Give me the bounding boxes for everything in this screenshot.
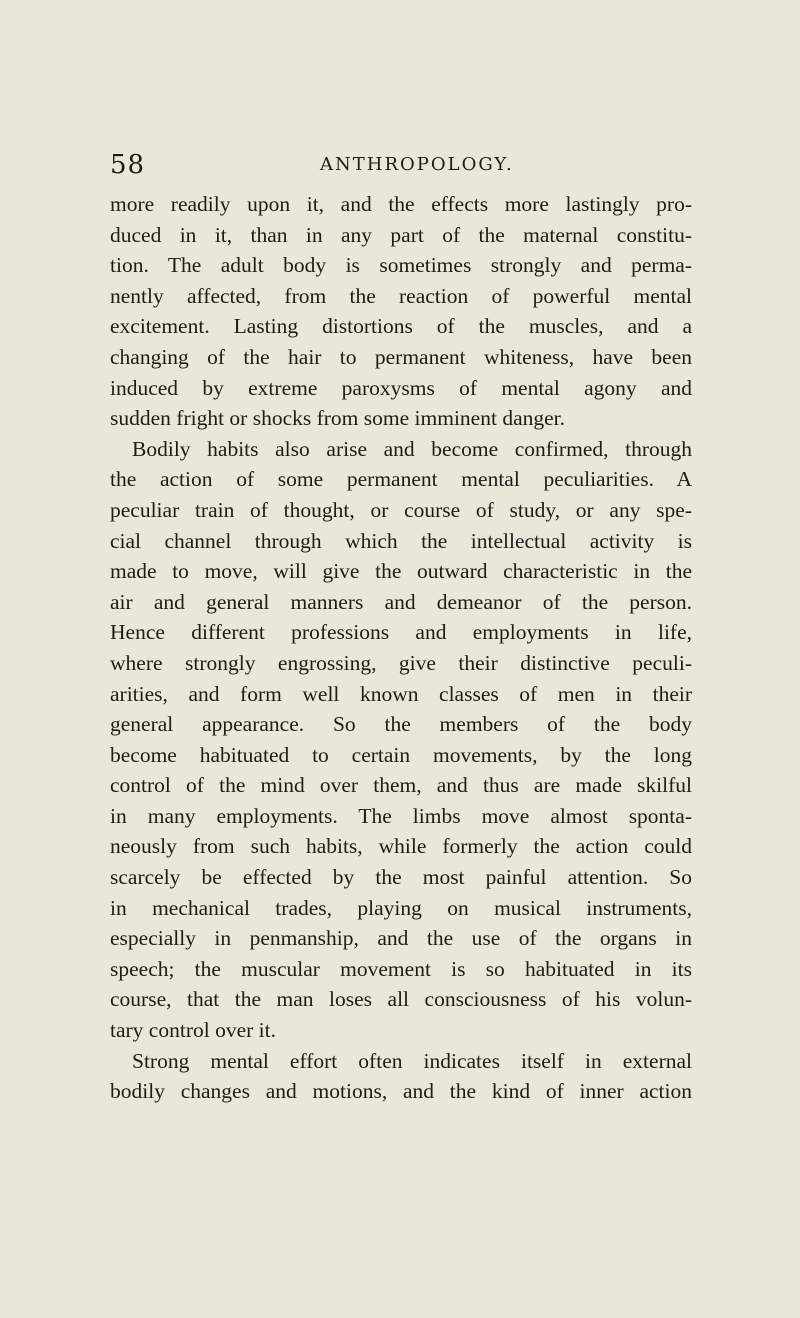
- text-line: scarcely be effected by the most painful attention. So: [110, 865, 692, 890]
- text-line: general appearance. So the members of the body: [110, 712, 692, 737]
- text-line: become habituated to certain movements, by the long: [110, 742, 692, 767]
- text-line: Bodily habits also arise and become confirmed, through: [132, 436, 692, 461]
- text-line: neously from such habits, while formerly the action could: [110, 834, 692, 859]
- text-line: tary control over it.: [110, 1018, 276, 1043]
- text-line: duced in it, than in any part of the maternal constitu-: [110, 222, 692, 247]
- text-line: more readily upon it, and the effects more lastingly pro-: [110, 192, 692, 216]
- text-line: induced by extreme paroxysms of mental agony and: [110, 375, 692, 400]
- text-line: nently affected, from the reaction of powerful mental: [110, 283, 692, 308]
- text-line: Hence different professions and employments in life,: [110, 620, 692, 645]
- text-line: bodily changes and motions, and the kind of inner action: [110, 1079, 692, 1104]
- page-header: [110, 150, 690, 180]
- running-head: ANTHROPOLOGY.: [320, 154, 514, 175]
- page-number: 58: [110, 150, 146, 180]
- text-line: control of the mind over them, and thus are made skilful: [110, 773, 692, 798]
- text-line: speech; the muscular movement is so habituated in its: [110, 956, 692, 981]
- text-line: made to move, will give the outward characteristic in the: [110, 559, 692, 584]
- text-line: especially in penmanship, and the use of the organs in: [110, 926, 692, 951]
- text-line: cial channel through which the intellectual activity is: [110, 528, 692, 553]
- text-line: the action of some permanent mental peculiarities. A: [110, 467, 692, 492]
- text-line: air and general manners and demeanor of the person.: [110, 589, 692, 614]
- text-line: sudden fright or shocks from some imminent danger.: [110, 406, 566, 431]
- text-line: arities, and form well known classes of men in their: [110, 681, 692, 706]
- text-line: in mechanical trades, playing on musical instruments,: [110, 895, 692, 920]
- text-line: tion. The adult body is sometimes strongly and perma-: [110, 253, 692, 278]
- body-text: [110, 189, 692, 1107]
- text-line: excitement. Lasting distortions of the muscles, and a: [110, 314, 692, 339]
- text-line: in many employments. The limbs move almost sponta-: [110, 803, 692, 828]
- text-line: where strongly engrossing, give their distinctive peculi-: [110, 650, 692, 675]
- text-line: peculiar train of thought, or course of study, or any spe-: [110, 497, 692, 522]
- text-line: changing of the hair to permanent whiteness, have been: [110, 344, 692, 369]
- text-line: course, that the man loses all consciousness of his volun-: [110, 987, 692, 1012]
- text-line: Strong mental effort often indicates itself in external: [132, 1048, 692, 1073]
